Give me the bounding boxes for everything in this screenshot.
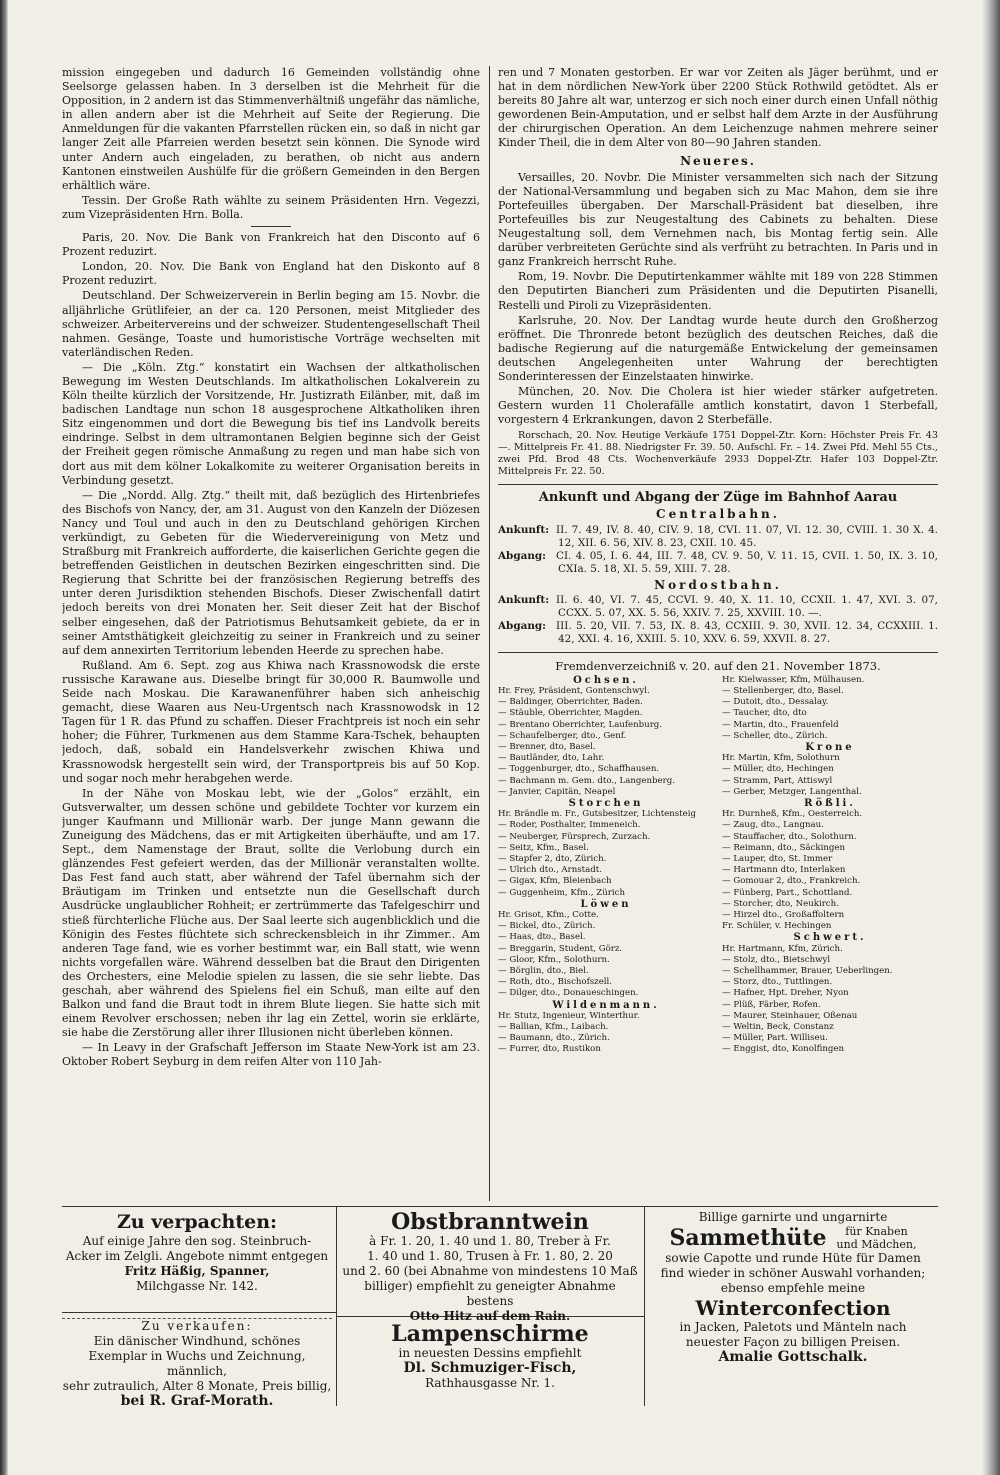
fremden-column-1 <box>498 675 714 1056</box>
guest-entry: Hr. Grisot, Kfm., Cotte. <box>498 909 599 920</box>
guest-entry: — Janvier, Capitän, Neapel <box>498 786 616 797</box>
right-news-column <box>498 66 938 1201</box>
ad-line: neuester Façon zu billigen Preisen. <box>685 1335 901 1349</box>
article-rom: Rom, 19. Novbr. Die Deputirtenkammer wählte mit 189 von 228 Stimmen den Deputirten Biancheri zum Präsidenten und die Deputirten Pisanelli, Restelli und Piroli zu Vizepräsidenten. <box>498 270 938 312</box>
arrival-times: II. 6. 40, VI. 7. 45, CCVI. 9. 40, X. 11. 10, CCXII. 1. 47, XVI. 3. 07, CCXX. 5. 07, XX. 5. 56, XXIV. 7. 25, XXVIII. 10. —. <box>556 593 938 619</box>
column-rule <box>489 66 490 1201</box>
guest-entry: — Neuberger, Fürsprech, Zurzach. <box>498 831 651 842</box>
ad-line: Ein dänischer Windhund, schönes <box>93 1334 301 1348</box>
ad-title: Lampenschirme <box>391 1321 589 1347</box>
guest-entry: — Bickel, dto., Zürich. <box>498 921 596 932</box>
article-deutschland: Deutschland. Der Schweizerverein in Berlin beging am 15. Novbr. die alljährliche Grütlifeier, an der ca. 120 Personen, meist Mitglieder des schweizer. Arbeitervereins und der schweizer. Studentengesellschaft Theil nahmen. Gesänge, Toaste und humoristische Vorträge wechselten mit vaterländischen Reden. <box>62 289 480 359</box>
guest-entry: Fr. Schüler, v. Hechingen <box>722 921 832 932</box>
article-tessin: Tessin. Der Große Rath wählte zu seinem Präsidenten Hrn. Vegezzi, zum Vizepräsidenten Hrn. Bolla. <box>62 193 480 221</box>
guest-entry: — Schellhammer, Brauer, Ueberlingen. <box>722 966 893 976</box>
article-koeln-ztg: — Die „Köln. Ztg.“ konstatirt ein Wachsen der altkatholischen Bewegung im Westen Deutschlands. Im altkatholischen Lokalverein zu Köln theilte kürzlich der Vorsitzende, Hr. Justizrath Eilänber, mit, daß im badischen Landtage nun schon 18 ausgesprochene Altkatholiken ihren Sitz eingenommen und dort die Bewegung bis tief ins Landvolk bereits eindringe. Selbst in dem ultramontanen Belgien beginne sich der Geist der Freiheit gegen römische Anmaßung zu regen und man habe sich von dort aus mit dem kölner Lokalkomite zu weiterer Organisation bereits in Verbindung gesetzt. <box>62 360 480 487</box>
ad-advertiser: bei R. Graf-Morath. <box>120 1393 274 1409</box>
guest-entry: — Hafner, Hpt. Dreher, Nyon <box>722 988 849 999</box>
guest-entry: Hr. Hartmann, Kfm, Zürich. <box>722 943 843 954</box>
ad-line: 1. 40 und 1. 80, Trusen à Fr. 1. 80, 2. 20 <box>367 1249 613 1263</box>
article-paris: Paris, 20. Nov. Die Bank von Frankreich hat den Disconto auf 6 Prozent reduzirt. <box>62 231 480 259</box>
ad-title-2: Winterconfection <box>695 1296 891 1320</box>
guest-entry: — Stolz, dto., Bietschwyl <box>722 954 831 965</box>
market-report: Rorschach, 20. Nov. Heutige Verkäufe 1751 Doppel-Ztr. Korn: Höchster Preis Fr. 43 —. Mittelpreis Fr. 41. 88. Niedrigster Fr. 39. 50. Aufschl. Fr. – 14. Zwei Pfd. Mehl 55 Cts., zwei Pfd. Brod 48 Cts. Wochenverkäufe 2933 Doppel-Ztr. Hafer 103 Doppel-Ztr. Mittelpreis Fr. 22. 50. <box>498 430 938 478</box>
ads-divider <box>644 1206 645 1406</box>
centralbahn-heading: Centralbahn. <box>656 507 780 522</box>
guest-entry: Hr. Frey, Präsident, Gontenschwyl. <box>498 685 650 696</box>
ad-lampenschirme <box>340 1322 640 1391</box>
departure-label: Abgang: <box>498 549 546 562</box>
ad-zu-verkaufen <box>62 1318 332 1409</box>
ad-title: Zu verkaufen: <box>62 1318 332 1334</box>
ad-address: Rathhausgasse Nr. 1. <box>425 1376 555 1390</box>
guest-entry: Hr. Durnheß, Kfm., Oesterreich. <box>722 809 863 820</box>
arrival-label: Ankunft: <box>498 593 550 606</box>
guest-entry: — Plüß, Färber, Rofen. <box>722 999 821 1010</box>
guest-entry: — Breggarin, Student, Görz. <box>498 943 623 954</box>
ad-title-side: für Knaben und Mädchen, <box>836 1225 917 1251</box>
article-moskau: In der Nähe von Moskau lebt, wie der „Golos“ erzählt, ein Gutsverwalter, um dessen schöne und gebildete Tochter vor kurzem ein junger Kaufmann und Millionär warb. Der junge Mann gewann die Zuneigung des Mädchens, das er mit Artigkeiten überhäufte, und am 17. Sept., dem Namenstage der Braut, sollte die Verlobung durch ein glänzendes Fest gefeiert werden, das der Millionär veranstalten wollte. Das Fest fand auch statt, aber während der Tafel übernahm sich der Bräutigam im Trinken und entsetzte nun die Gesellschaft durch Ausdrücke unglaublicher Rohheit; er zertrümmerte das Tafelgeschirr und stieß fürchterliche Flüche aus. Der Saal leerte sich augenblicklich und die Königin des Festes flüchtete sich schreckensbleich in ihr Zimmer.. Am anderen Tage fand, wie es vorher bestimmt war, ein Ball statt, wie wenn nichts vorgefallen wäre. Während desselben bat die Braut den Dirigenten des Orchesters, eine Melodie spielen zu lassen, die sie sehr liebte. Das geschah, aber während des Spielens fiel ein Schuß, man eilte auf den Balkon und fand die Braut todt in ihrem Blute liegen. Sie hatte sich mit einem Revolver erschossen; neben ihr lag ein Zettel, worin sie erklärte, sie habe die Zerstörung aller ihrer Illusionen nicht überleben können. <box>62 786 480 1040</box>
arrival-label: Ankunft: <box>498 523 550 536</box>
guest-entry: — Müller, dto, Hechingen <box>722 764 834 775</box>
guest-entry: — Stauffacher, dto., Solothurn. <box>722 831 857 842</box>
ad-advertiser: Amalie Gottschalk. <box>718 1349 868 1365</box>
departure-times: III. 5. 20, VII. 7. 53, IX. 8. 43, CCXIII. 9. 30, XVII. 12. 34, CCXXIII. 1. 42, XXI. 4. 16, XXIII. 5. 10, XXV. 6. 59, XXVII. 8. 27. <box>556 619 938 645</box>
arrival-times: II. 7. 49, IV. 8. 40, CIV. 9. 18, CVI. 11. 07, VI. 12. 30, CVIII. 1. 30 X. 4. 12, XII. 6. 56, XIV. 8. 23, CXII. 10. 45. <box>556 523 938 549</box>
guest-entry: — Ulrich dto., Arnstadt. <box>498 865 602 876</box>
ad-line: à Fr. 1. 20, 1. 40 und 1. 80, Treber à Fr. <box>369 1234 611 1248</box>
ad-line: find wieder in schöner Auswahl vorhanden; <box>660 1266 926 1280</box>
guest-entry: Hr. Martin, Kfm, Solothurn <box>722 753 840 764</box>
guest-entry: — Maurer, Steinhauer, Oßenau <box>722 1010 858 1021</box>
nordostbahn-departure <box>498 620 938 646</box>
ad-line: Exemplar in Wuchs und Zeichnung, männlich, <box>88 1349 306 1378</box>
guest-entry: — Müller, Part. Williseu. <box>722 1033 828 1044</box>
guest-entry: — Haas, dto., Basel. <box>498 932 586 943</box>
hotel-heading: Schwert. <box>793 932 867 944</box>
ads-divider <box>62 1206 938 1207</box>
ad-line: billiger) empfiehlt zu geneigter Abnahme bestens <box>364 1279 616 1308</box>
departure-label: Abgang: <box>498 619 546 632</box>
centralbahn-arrival <box>498 524 938 550</box>
guest-entry: Hr. Brändle m. Fr., Gutsbesitzer, Lichtensteig <box>498 809 696 820</box>
train-schedule-title: Ankunft und Abgang der Züge im Bahnhof Aarau <box>538 490 898 506</box>
guest-entry: — Guggenheim, Kfm., Zürich <box>498 887 625 898</box>
guest-entry: — Hirzel dto., Großaffoltern <box>722 909 845 920</box>
ad-sammethuete <box>648 1210 938 1365</box>
guest-entry: — Stäuble, Oberrichter, Magden. <box>498 708 643 719</box>
ad-address: Milchgasse Nr. 142. <box>136 1279 258 1293</box>
ad-advertiser: Otto Hitz auf dem Rain. <box>409 1309 571 1323</box>
page-binding-edge <box>0 0 8 1475</box>
guest-entry: — Schaufelberger, dto., Genf. <box>498 730 627 741</box>
guest-entry: — Börglin, dto., Biel. <box>498 966 589 976</box>
ad-line: Auf einige Jahre den sog. Steinbruch- <box>82 1234 312 1248</box>
section-divider <box>251 226 291 227</box>
guest-entry: — Reimann, dto., Säckingen <box>722 842 846 853</box>
guest-entry: Hr. Stutz, Ingenieur, Winterthur. <box>498 1010 640 1021</box>
guest-entry: — Gloor, Kfm., Solothurn. <box>498 954 610 965</box>
ad-intro: Billige garnirte und ungarnirte <box>698 1210 888 1224</box>
guest-entry: — Brentano Oberrichter, Laufenburg. <box>498 719 663 730</box>
ad-title: Zu verpachten: <box>116 1211 278 1233</box>
train-schedule <box>498 491 938 645</box>
fremden-column-2 <box>722 675 938 1056</box>
ad-line: in Jacken, Paletots und Mänteln nach <box>679 1320 907 1334</box>
guest-entry: — Baumann, dto., Zürich. <box>498 1033 610 1044</box>
ad-line: sehr zutraulich, Alter 8 Monate, Preis billig, <box>62 1379 332 1393</box>
centralbahn-departure <box>498 550 938 576</box>
ad-line: ebenso empfehle meine <box>720 1281 866 1295</box>
ad-line: in neuesten Dessins empfiehlt <box>398 1346 582 1360</box>
guest-entry: — Furrer, dto, Rustikon <box>498 1044 601 1055</box>
article-london: London, 20. Nov. Die Bank von England hat den Diskonto auf 8 Prozent reduzirt. <box>62 260 480 288</box>
ads-divider <box>62 1312 336 1313</box>
guest-entry: — Gigax, Kfm, Bleienbach <box>498 876 612 887</box>
guest-entry: — Dutoit, dto., Dessalay. <box>722 697 829 708</box>
ad-line: Acker im Zelgli. Angebote nimmt entgegen <box>65 1249 329 1263</box>
guest-entry: — Martin, dto., Frauenfeld <box>722 719 839 730</box>
ad-title: Obstbranntwein <box>391 1209 589 1235</box>
section-divider <box>498 484 938 485</box>
guest-entry: Hr. Kielwasser, Kfm, Mülhausen. <box>722 674 865 685</box>
guest-entry: — Scheller, dto., Zürich. <box>722 730 828 741</box>
guest-entry: — Roth, dto., Bischofszell. <box>498 977 613 988</box>
guest-entry: — Gerber, Metzger, Langenthal. <box>722 786 862 797</box>
guest-entry: — Taucher, dto, dto <box>722 708 807 719</box>
neueres-heading: Neueres. <box>680 153 756 168</box>
ad-advertiser: Fritz Häßig, Spanner, <box>124 1264 270 1278</box>
guest-entry: — Dilger, dto., Donaueschingen. <box>498 988 639 999</box>
guest-entry: — Bachmann m. Gem. dto., Langenberg. <box>498 775 675 786</box>
ad-title: Sammethüte <box>669 1225 827 1251</box>
article-versailles: Versailles, 20. Novbr. Die Minister versammelten sich nach der Sitzung der National-Versammlung und begaben sich zu Mac Mahon, dem sie ihre Portefeuilles übergaben. Der Marschall-Präsident bat dieselben, ihre Portefeuilles bis zur Neugestaltung des Cabinets zu behalten. Diese Neugestaltung soll, dem Vernehmen nach, bis Montag fertig sein. Alle darüber verbreiteten Gerüchte sind als verfrüht zu betrachten. In Paris und in ganz Frankreich herrscht Ruhe. <box>498 170 938 269</box>
guest-entry: — Stellenberger, dto, Basel. <box>722 685 844 696</box>
guest-entry: — Fünberg, Part., Schottland. <box>722 887 853 898</box>
guest-entry: — Bautländer, dto, Lahr. <box>498 753 605 764</box>
ad-zu-verpachten <box>62 1210 332 1294</box>
guest-entry: — Baldinger, Oberrichter, Baden. <box>498 697 643 708</box>
ads-divider <box>336 1206 337 1406</box>
left-news-column <box>62 66 480 1201</box>
guest-entry: — Seitz, Kfm., Basel. <box>498 842 589 853</box>
guest-entry: — Hartmann dto, Interlaken <box>722 865 846 876</box>
guest-entry: — Gomouar 2, dto., Frankreich. <box>722 876 861 887</box>
hotel-heading: Wildenmann. <box>552 999 660 1011</box>
article-karlsruhe: Karlsruhe, 20. Nov. Der Landtag wurde heute durch den Großherzog eröffnet. Die Thronrede betont bezüglich des deutschen Reiches, daß die badische Regierung auf die naturgemäße Entwickelung der gemeinsamen deutschen Angelegenheiten unter Wahrung der berechtigten Sonderinteressen der Einzelstaaten hinwirke. <box>498 313 938 383</box>
guest-entry: — Zaug, dto., Langnau. <box>722 820 824 831</box>
page-right-edge <box>982 0 1000 1475</box>
hotel-heading: Rößli. <box>804 797 856 809</box>
guest-entry: — Lauper, dto, St. Immer <box>722 853 833 864</box>
guest-entry: — Weltin, Beck, Constanz <box>722 1022 834 1033</box>
section-divider <box>498 652 938 653</box>
guest-entry: — Toggenburger, dto., Schaffhausen. <box>498 764 660 775</box>
guest-entry: — Enggist, dto, Konolfingen <box>722 1044 845 1055</box>
guest-entry: — Storcher, dto, Neukirch. <box>722 898 839 909</box>
guest-entry: — Stapfer 2, dto, Zürich. <box>498 853 607 864</box>
article-russland: Rußland. Am 6. Sept. zog aus Khiwa nach Krassnowodsk die erste russische Karawane aus. Dieselbe bringt für 30,000 R. Baumwolle und Seide nach Moskau. Die Karawanenführer haben sich anheischig gemacht, diese Waaren aus Neu-Urgentsch nach Krassnowodsk in 12 Tagen für 1 R. das Pfund zu schaffen. Dieser Frachtpreis ist noch ein sehr hoher; die Führer, Turkmenen aus dem Stamme Kara-Tschek, behaupten jedoch, daß, sobald ein Handelsverkehr zwischen Khiwa und Krassnowodsk hergestellt sein wird, der Transportpreis bis auf 50 Kop. und sogar noch mehr herabgehen werde. <box>62 658 480 785</box>
guest-entry: — Brenner, dto, Basel. <box>498 741 596 752</box>
guest-entry: — Storz, dto., Tuttlingen. <box>722 977 833 988</box>
fremden-list <box>498 675 938 1056</box>
hotel-heading: Löwen <box>580 898 632 910</box>
nordostbahn-heading: Nordostbahn. <box>654 577 782 592</box>
guest-entry: — Ballian, Kfm., Laibach. <box>498 1022 609 1033</box>
hotel-heading: Ochsen. <box>573 674 639 686</box>
article-muenchen: München, 20. Nov. Die Cholera ist hier wieder stärker aufgetreten. Gestern wurden 11 Cholerafälle amtlich konstatirt, davon 1 Sterbefall, vorgestern 4 Erkrankungen, davon 2 Sterbefälle. <box>498 385 938 427</box>
ad-advertiser: Dl. Schmuziger-Fisch, <box>403 1360 577 1376</box>
nordostbahn-arrival <box>498 594 938 620</box>
departure-times: CI. 4. 05, I. 6. 44, III. 7. 48, CV. 9. 50, V. 11. 15, CVII. 1. 50, IX. 3. 10, CXIa. 5. 18, XI. 5. 59, XIII. 7. 28. <box>556 549 938 575</box>
article-leavy: — In Leavy in der Grafschaft Jefferson im Staate New-York ist am 23. Oktober Robert Seyburg in dem reifen Alter von 110 Jah- <box>62 1041 480 1069</box>
fremden-title: Fremdenverzeichniß v. 20. auf den 21. November 1873. <box>555 658 881 673</box>
ad-line: sowie Capotte und runde Hüte für Damen <box>665 1251 921 1265</box>
article-nordd-ztg: — Die „Nordd. Allg. Ztg.“ theilt mit, daß bezüglich des Hirtenbriefes des Bischofs von Nancy, der, am 31. August von den Kanzeln der Diözesen Nancy und Toul und auch in den zu Deutschland gehörigen Kirchen verkündigt, zu Gebeten für die Wiedervereinigung von Metz und Straßburg mit Frankreich aufforderte, die kaiserlichen Gerichte gegen die betreffenden Geistlichen in deutschen Bezirken eingeschritten sind. Die Regierung that Schritte bei der französischen Regierung betreffs des unter deren Jurisdiktion stehenden Bischofs. Dieser Zwischenfall datirt jedoch bereits von drei Monaten her. Seit dieser Zeit hat der Bischof selber eingesehen, daß der Patriotismus Behutsamkeit gebiete, da er in seiner Amtsthätigkeit gleichzeitig zu seiner in Frankreich und zu seiner auf dem annexirten Territorium lebenden Heerde zu sprechen habe. <box>62 488 480 657</box>
article-leavy-cont: ren und 7 Monaten gestorben. Er war vor Zeiten als Jäger berühmt, und er hat in dem nördlichen New-York über 2200 Stück Rothwild getödtet. Als er bereits 80 Jahre alt war, unterzog er sich noch einer durch einen Unfall nöthig gewordenen Bein-Amputation, und er selbst half dem Arzte in der Ausführung der chirurgischen Operation. An dem Leichenzuge nahmen mehrere seiner Kinder Theil, die in dem Alter von 80—90 Jahren standen. <box>498 66 938 150</box>
guest-entry: — Stramm, Part, Attiswyl <box>722 775 833 786</box>
article-synode: mission eingegeben und dadurch 16 Gemeinden vollständig ohne Seelsorge gelassen haben. In 3 derselben ist die Mehrheit für die Opposition, in 2 andern ist das Stimmenverhältniß ungefähr das nämliche, in allen andern aber ist die Mehrheit auf Seite der Regierung. Die Anmeldungen für die vakanten Pfarrstellen rücken ein, so daß in nicht gar langer Zeit alle Pfarreien werden besetzt sein können. Die Synode wird unter Andern auch eingeladen, zu berathen, ob nicht aus andern Kantonen einstweilen Aushülfe für die größern Gemeinden in den Bergen erhältlich wäre. <box>62 66 480 192</box>
ad-obstbranntwein <box>340 1210 640 1324</box>
hotel-heading: Storchen <box>568 797 644 809</box>
hotel-heading: Krone <box>805 741 855 753</box>
guest-entry: — Roder, Posthalter, Immeneich. <box>498 820 641 831</box>
ad-line: und 2. 60 (bei Abnahme von mindestens 10 Maß <box>342 1264 638 1278</box>
